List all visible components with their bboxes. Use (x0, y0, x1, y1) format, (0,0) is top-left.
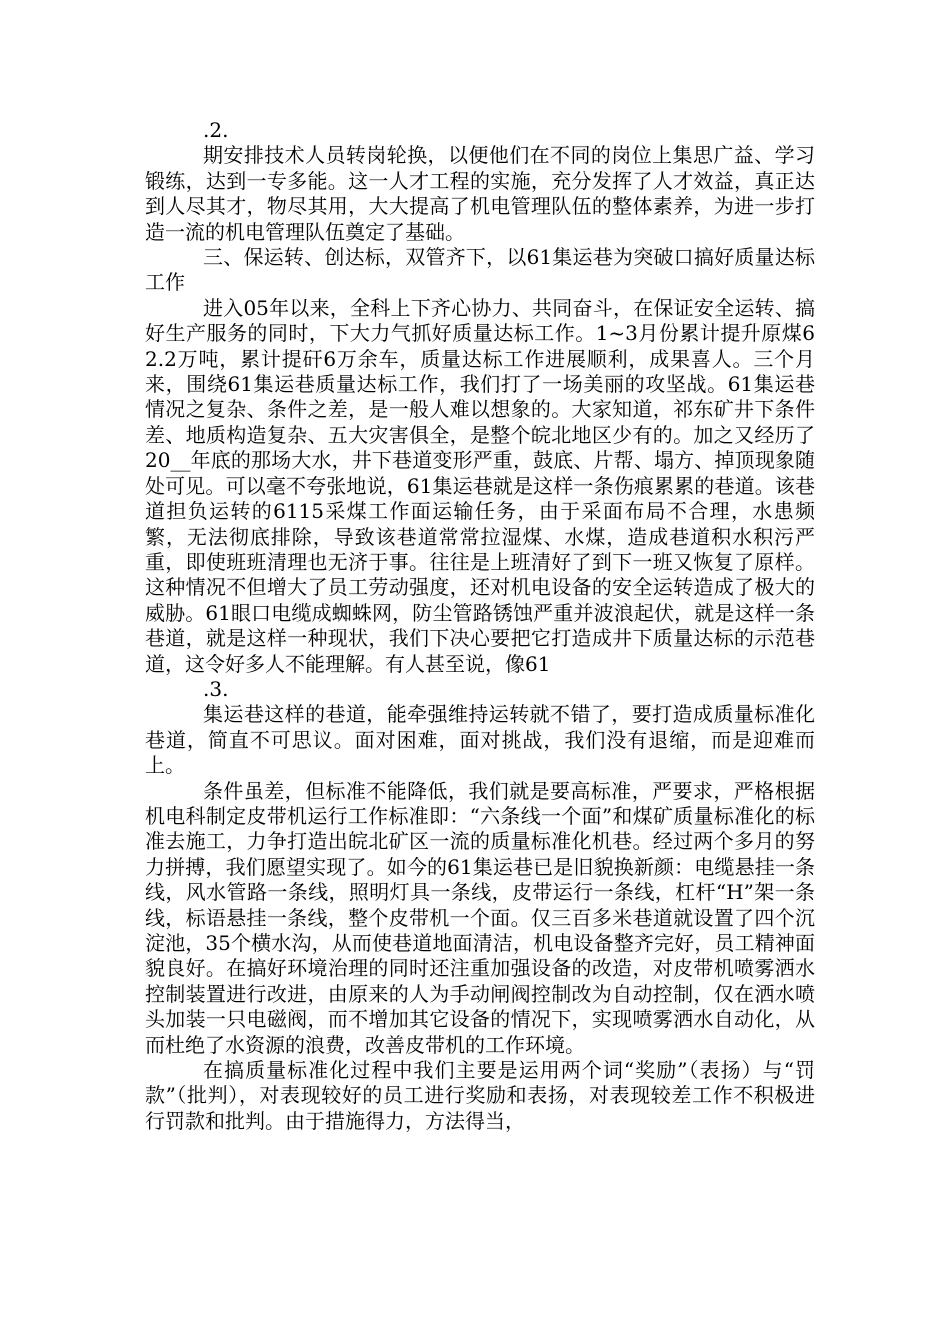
paragraph-roadway-continuation: 集运巷这样的巷道，能牵强维持运转就不错了，要打造成质量标准化巷道，简直不可思议。面对困难，面对挑战，我们没有退缩，而是迎难而上。 (145, 702, 815, 778)
section-heading-three: 三、保运转、创达标，双管齐下，以61集运巷为突破口搞好质量达标工作 (145, 245, 815, 295)
paragraph-standards-achievement: 条件虽差，但标准不能降低，我们就是要高标准，严要求，严格根据机电科制定皮带机运行工作标准即：“六条线一个面”和煤矿质量标准化的标准去施工，力争打造出皖北矿区一流的质量标准化机巷。经过两个多月的努力拼搏，我们愿望实现了。如今的61集运巷已是旧貌换新颜：电缆悬挂一条线，风水管路一条线，照明灯具一条线，皮带运行一条线，杠杆“H”架一条线，标语悬挂一条线，整个皮带机一个面。仅三百多米巷道就设置了四个沉淀池，35个横水沟，从而使巷道地面清洁，机电设备整齐完好，员工精神面貌良好。在搞好环境治理的同时还注重加强设备的改造，对皮带机喷雾洒水控制装置进行改进，由原来的人为手动闸阀控制改为自动控制，仅在洒水喷头加装一只电磁阀，而不增加其它设备的情况下，实现喷雾洒水自动化，从而杜绝了水资源的浪费，改善皮带机的工作环境。 (145, 778, 815, 1057)
paragraph-talent-project: 期安排技术人员转岗轮换，以便他们在不同的岗位上集思广益、学习锻练，达到一专多能。这一人才工程的实施，充分发挥了人才效益，真正达到人尽其才，物尽其用，大大提高了机电管理队伍的整体素养，为进一步打造一流的机电管理队伍奠定了基础。 (145, 143, 815, 244)
page-number-3: .3. (203, 676, 229, 701)
document-page (145, 118, 815, 1134)
paragraph-reward-penalty: 在搞质量标准化过程中我们主要是运用两个词“奖励”（表扬）与“罚款”（批判），对表现较好的员工进行奖励和表扬，对表现较差工作不积极进行罚款和批判。由于措施得力，方法得当， (145, 1058, 815, 1133)
page-number-2: .2. (203, 118, 229, 142)
paragraph-61-roadway-conditions: 进入05年以来，全科上下齐心协力、共同奋斗，在保证安全运转、搞好生产服务的同时，下大力气抓好质量达标工作。1~3月份累计提升原煤62.2万吨，累计提矸6万余车，质量达标工作进展顺利，成果喜人。三个月来，围绕61集运巷质量达标工作，我们打了一场美丽的攻坚战。61集运巷情况之复杂、条件之差，是一般人难以想象的。大家知道，祁东矿井下条件差、地质构造复杂、五大灾害俱全，是整个皖北地区少有的。加之又经历了20__年底的那场大水，井下巷道变形严重，鼓底、片帮、塌方、掉顶现象随处可见。可以毫不夸张地说，61集运巷就是这样一条伤痕累累的巷道。该巷道担负运转的6115采煤工作面运输任务，由于采面布局不合理，水患频繁，无法彻底排除，导致该巷道常常拉湿煤、水煤，造成巷道积水积污严重，即使班班清理也无济于事。往往是上班清好了到下一班又恢复了原样。这种情况不但增大了员工劳动强度，还对机电设备的安全运转造成了极大的威胁。61眼口电缆成蜘蛛网，防尘管路锈蚀严重并波浪起伏，就是这样一条巷道，就是这样一种现状，我们下决心要把它打造成井下质量达标的示范巷道，这令好多人不能理解。有人甚至说，像61 (145, 295, 815, 676)
